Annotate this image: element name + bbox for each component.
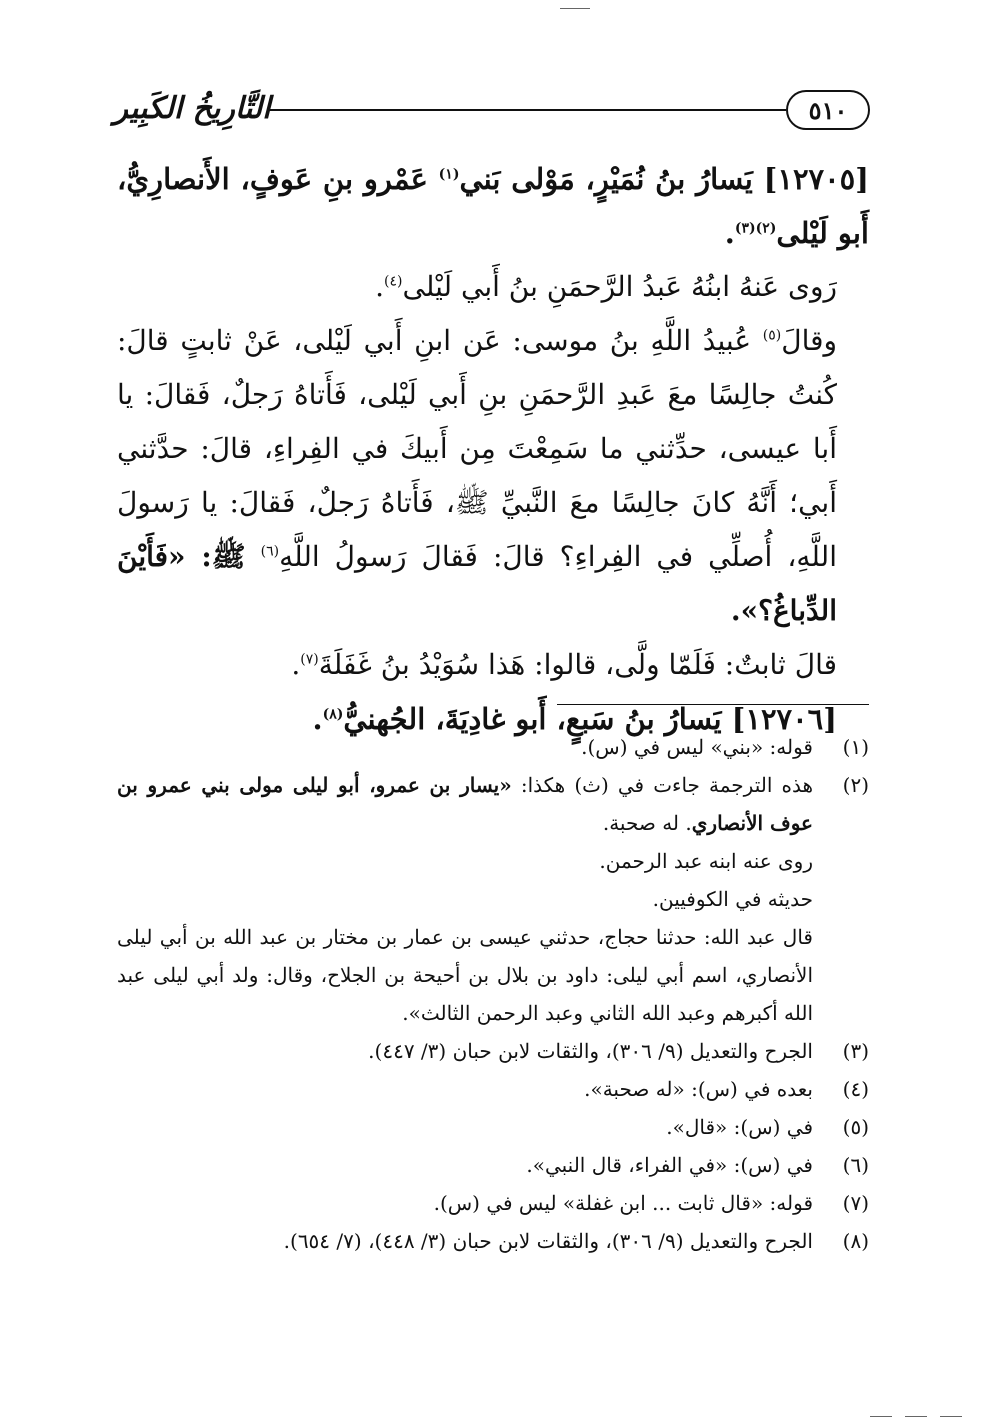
entry2-end: .: [312, 702, 323, 736]
footnote-2-line-isnad: قال عبد الله: حدثنا حجاج، حدثني عيسى بن عمار بن مختار بن عبد الله بن أبي ليلى الأنصاري، اسم أبي ليلى: داود بن بلال بن أحيحة بن الجلاح، وقال: ولد أبي ليلى عبد الله أكبرهم وعبد الله الثاني وعبد الرحمن الثالث».: [117, 925, 814, 1025]
thabit-text: قالَ ثابتٌ: فَلَمّا ولَّى، قالوا: هَذا سُوَيْدُ بنُ غَفَلَةَ: [318, 648, 837, 681]
footnote-ref-2-3[interactable]: (٢)(٣): [734, 220, 777, 237]
page-header: [113, 82, 870, 138]
paragraph-hadith: [117, 314, 869, 638]
footnote-2-tail: . له صحبة.: [602, 811, 692, 835]
footnote-number: (٦): [842, 1153, 869, 1177]
footnote-5: [117, 1108, 869, 1146]
footnote-number: (٧): [842, 1191, 869, 1215]
footnote-8: [117, 1222, 869, 1260]
footnote-text: في (س): «في الفراء، قال النبي».: [526, 1153, 813, 1177]
footnote-ref-4[interactable]: (٤): [384, 273, 403, 290]
footnote-3: [117, 1032, 869, 1070]
footnote-2-quote: «يسار بن عمرو، أبو ليلى مولى بني عمرو بن عوف الأنصاري: [117, 773, 813, 835]
entry-name: يَسارُ بنُ نُمَيْرٍ، مَوْلى بَني: [459, 162, 753, 196]
footnote-4: [117, 1070, 869, 1108]
footnote-text: قوله: «قال ثابت ... ابن غفلة» ليس في (س).: [433, 1191, 813, 1215]
paragraph-thabit: [117, 638, 869, 692]
scan-mark-bottom-2: [905, 1416, 927, 1417]
footnote-ref-5[interactable]: (٥): [762, 327, 782, 344]
footnote-text: قوله: «بني» ليس في (س).: [581, 735, 813, 759]
book-title: التَّارِيخُ الكَبِير: [113, 90, 271, 126]
hadith-start: وقالَ: [781, 324, 837, 357]
entry-name-continued: عَمْرو بنِ عَوفٍ، الأَنصارِيُّ، أَبو لَيْلى: [117, 162, 869, 250]
hadith-quote: ﷺ: «فَأَيْنَ الدِّباغُ؟».: [117, 540, 837, 627]
footnote-text: في (س): «قال».: [666, 1115, 813, 1139]
scan-mark-top: [560, 8, 590, 9]
footnote-2-intro: هذه الترجمة جاءت في (ث) هكذا:: [511, 773, 814, 797]
footnotes: [117, 728, 869, 1260]
scan-mark-bottom-1: [870, 1416, 892, 1417]
footnote-text: بعده في (س): «له صحبة».: [584, 1077, 813, 1101]
footnote-2: [117, 766, 869, 842]
footnote-ref-7[interactable]: (٧): [300, 651, 319, 668]
footnote-2-line-narration: روى عنه ابنه عبد الرحمن.: [599, 849, 813, 873]
thabit-end: .: [291, 648, 301, 681]
entry-end: .: [724, 216, 735, 250]
paragraph-narration: [117, 260, 869, 314]
footnote-2-line-kufiyyin: حديثه في الكوفيين.: [652, 887, 813, 911]
footnote-number: (٤): [842, 1077, 869, 1101]
footnote-number: (٢): [842, 773, 869, 797]
footnote-1: [117, 728, 869, 766]
narration-text: رَوى عَنهُ ابنُهُ عَبدُ الرَّحمَنِ بنُ أَبي لَيْلى: [402, 270, 837, 303]
entry-12705: [117, 152, 869, 260]
footnote-number: (٥): [842, 1115, 869, 1139]
footnote-text: الجرح والتعديل (٩/ ٣٠٦)، والثقات لابن حبان (٣/ ٤٤٧).: [368, 1039, 813, 1063]
footnote-6: [117, 1146, 869, 1184]
entry2-name: يَسارُ بنُ سَبعٍ، أَبو غادِيَةَ، الجُهنيُّ: [343, 702, 722, 736]
footnote-number: (٣): [842, 1039, 869, 1063]
footnote-ref-8[interactable]: (٨): [322, 706, 344, 723]
entry-number: [١٢٧٠٥]: [763, 162, 869, 196]
footnote-number: (١): [842, 735, 869, 759]
main-text: [117, 152, 869, 746]
footnote-text: الجرح والتعديل (٩/ ٣٠٦)، والثقات لابن حبان (٣/ ٤٤٨)، (٧/ ٦٥٤).: [283, 1229, 813, 1253]
entry2-number: [١٢٧٠٦]: [731, 702, 837, 736]
footnote-ref-1[interactable]: (١): [438, 166, 460, 183]
footnote-text: [117, 766, 813, 842]
header-rule: [268, 109, 786, 111]
page-number: ٥١٠: [786, 90, 870, 130]
footnote-ref-6[interactable]: (٦): [260, 543, 280, 560]
footnote-number: (٨): [842, 1229, 869, 1253]
footnote-separator: [557, 704, 869, 705]
scan-mark-bottom-3: [940, 1416, 962, 1417]
narration-end: .: [375, 270, 385, 303]
footnote-7: [117, 1184, 869, 1222]
hadith-text: عُبيدُ اللَّهِ بنُ موسى: عَن ابنِ أَبي لَيْلى، عَنْ ثابتٍ قالَ: كُنتُ جالِسًا معَ عَبدِ الرَّحمَنِ بنِ أَبي لَيْلى، فَأَتاهُ رَجلٌ، فَقالَ: يا أَبا عيسى، حدِّثني ما سَمِعْتَ مِن أَبيكَ في الفِراءِ، قالَ: حدَّثني أَبي؛ أَنَّهُ كانَ جالِسًا معَ النَّبيِّ ﷺ، فَأَتاهُ رَجلٌ، فَقالَ: يا رَسولَ اللَّهِ، أُصلِّي في الفِراءِ؟ قالَ: فَقالَ رَسولُ اللَّهِ: [117, 324, 837, 573]
